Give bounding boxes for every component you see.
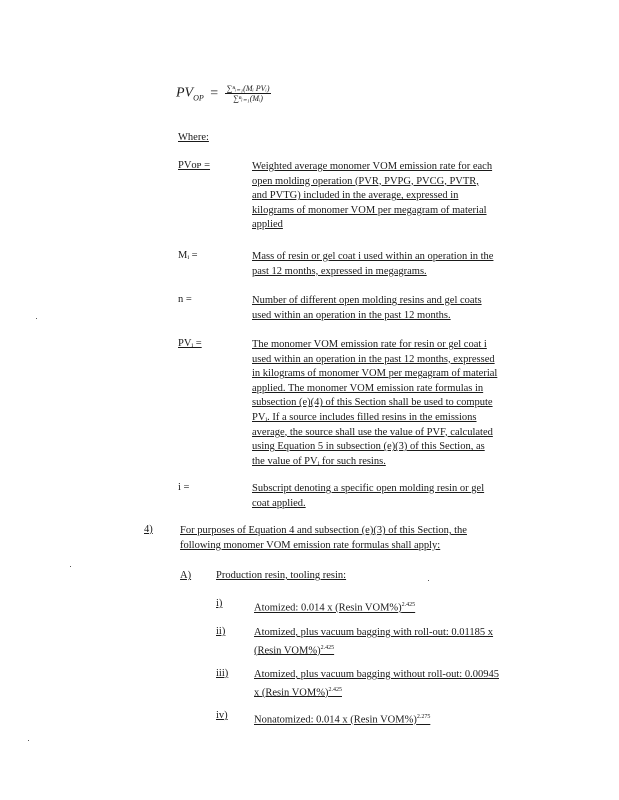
definition-term: Mᵢ = — [178, 250, 198, 261]
formula-expression: Atomized: 0.014 x (Resin VOM%) — [254, 602, 402, 614]
definition-line: in kilograms of monomer VOM per megagram of material — [252, 368, 498, 380]
formula-expression: Atomized, plus vacuum bagging with roll-out: 0.01185 x — [254, 627, 494, 638]
definition-text — [252, 160, 552, 233]
formula-line — [254, 668, 544, 683]
formula-line — [254, 626, 544, 641]
definition-line: past 12 months, expressed in megagrams. — [252, 265, 427, 277]
formula-line — [254, 641, 544, 659]
scan-speck — [70, 566, 71, 567]
formula-expression: Atomized, plus vacuum bagging without roll-out: 0.00945 — [254, 669, 499, 680]
formula-label: iii) — [216, 668, 229, 679]
formula-text — [254, 710, 544, 728]
equation-denominator: ∑ⁿᵢ₌₁(Mᵢ) — [233, 94, 263, 103]
definition-line: Number of different open molding resins and gel coats — [252, 295, 482, 306]
definition-line: PVᵢ. If a source includes filled resins in the emissions — [252, 411, 477, 423]
paragraph-4-label: 4) — [144, 524, 153, 535]
definition-line: applied — [252, 219, 283, 231]
formula-label: iv) — [216, 710, 228, 721]
formula-exponent: 2.425 — [320, 644, 335, 651]
formula-label: ii) — [216, 626, 226, 637]
definition-line: kilograms of monomer VOM per megagram of material — [252, 204, 487, 216]
equation-equals: = — [210, 85, 219, 101]
scan-speck — [28, 740, 29, 741]
definition-line: applied. The monomer VOM emission rate formulas in — [252, 382, 484, 394]
definition-line: open molding operation (PVR, PVPG, PVCG, PVTR, — [252, 175, 479, 187]
definition-line: using Equation 5 in subsection (e)(3) of this Section, as — [252, 441, 485, 453]
equation-lhs: PV — [176, 85, 194, 101]
definition-line: the value of PVᵢ for such resins. — [252, 455, 386, 467]
formula-expression: Nonatomized: 0.014 x (Resin VOM%) — [254, 714, 417, 726]
subsection-a-label: A) — [180, 570, 192, 581]
definition-text — [252, 338, 552, 469]
subsection-a-title: Production resin, tooling resin: — [216, 570, 347, 581]
formula-exponent: 2.275 — [416, 714, 431, 720]
formula-line — [254, 683, 544, 701]
where-label: Where: — [178, 132, 209, 143]
definition-text — [252, 250, 552, 279]
scan-speck — [428, 580, 429, 581]
formula-exponent: 2.425 — [401, 602, 416, 608]
definition-line: used within an operation in the past 12 months, expressed — [252, 353, 495, 365]
formula-exponent: 2.425 — [328, 686, 342, 693]
definition-line: Mass of resin or gel coat i used within an operation in the — [252, 251, 494, 262]
definition-line: Weighted average monomer VOM emission rate for each — [252, 161, 493, 172]
scan-speck — [36, 318, 37, 319]
paragraph-4-text — [180, 524, 550, 553]
definition-text — [252, 482, 552, 511]
definition-line: average, the source shall use the value of PVF, calculated — [252, 426, 493, 438]
definition-line: The monomer VOM emission rate for resin or gel coat i — [252, 339, 487, 350]
equation-lhs-subscript: OP — [193, 93, 204, 103]
definition-term: PVᴏᴘ = — [178, 160, 211, 171]
formula-text — [254, 626, 544, 659]
paragraph-line: following monomer VOM emission rate formulas shall apply: — [180, 539, 441, 551]
definition-text — [252, 294, 552, 323]
formula-line — [254, 598, 544, 616]
equation-fraction — [225, 84, 272, 103]
formula-line — [254, 710, 544, 728]
formula-expression: (Resin VOM%) — [254, 645, 321, 657]
formula-text — [254, 668, 544, 701]
paragraph-line: For purposes of Equation 4 and subsection (e)(3) of this Section, the — [180, 525, 467, 536]
equation-numerator: ∑ⁿᵢ₌₁(Mᵢ PVᵢ) — [226, 84, 270, 93]
formula-label: i) — [216, 598, 223, 609]
formula-expression: x (Resin VOM%) — [254, 687, 329, 699]
definition-line: coat applied. — [252, 497, 306, 509]
definition-term: n = — [178, 294, 192, 305]
definition-line: used within an operation in the past 12 months. — [252, 309, 451, 321]
definition-line: and PVTG) included in the average, expressed in — [252, 190, 459, 202]
definition-term: i = — [178, 482, 190, 493]
formula-text — [254, 598, 544, 616]
definition-term: PVᵢ = — [178, 338, 202, 349]
definition-line: subsection (e)(4) of this Section shall be used to compute — [252, 397, 493, 409]
definition-line: Subscript denoting a specific open molding resin or gel — [252, 483, 485, 494]
equation-4 — [176, 84, 271, 103]
